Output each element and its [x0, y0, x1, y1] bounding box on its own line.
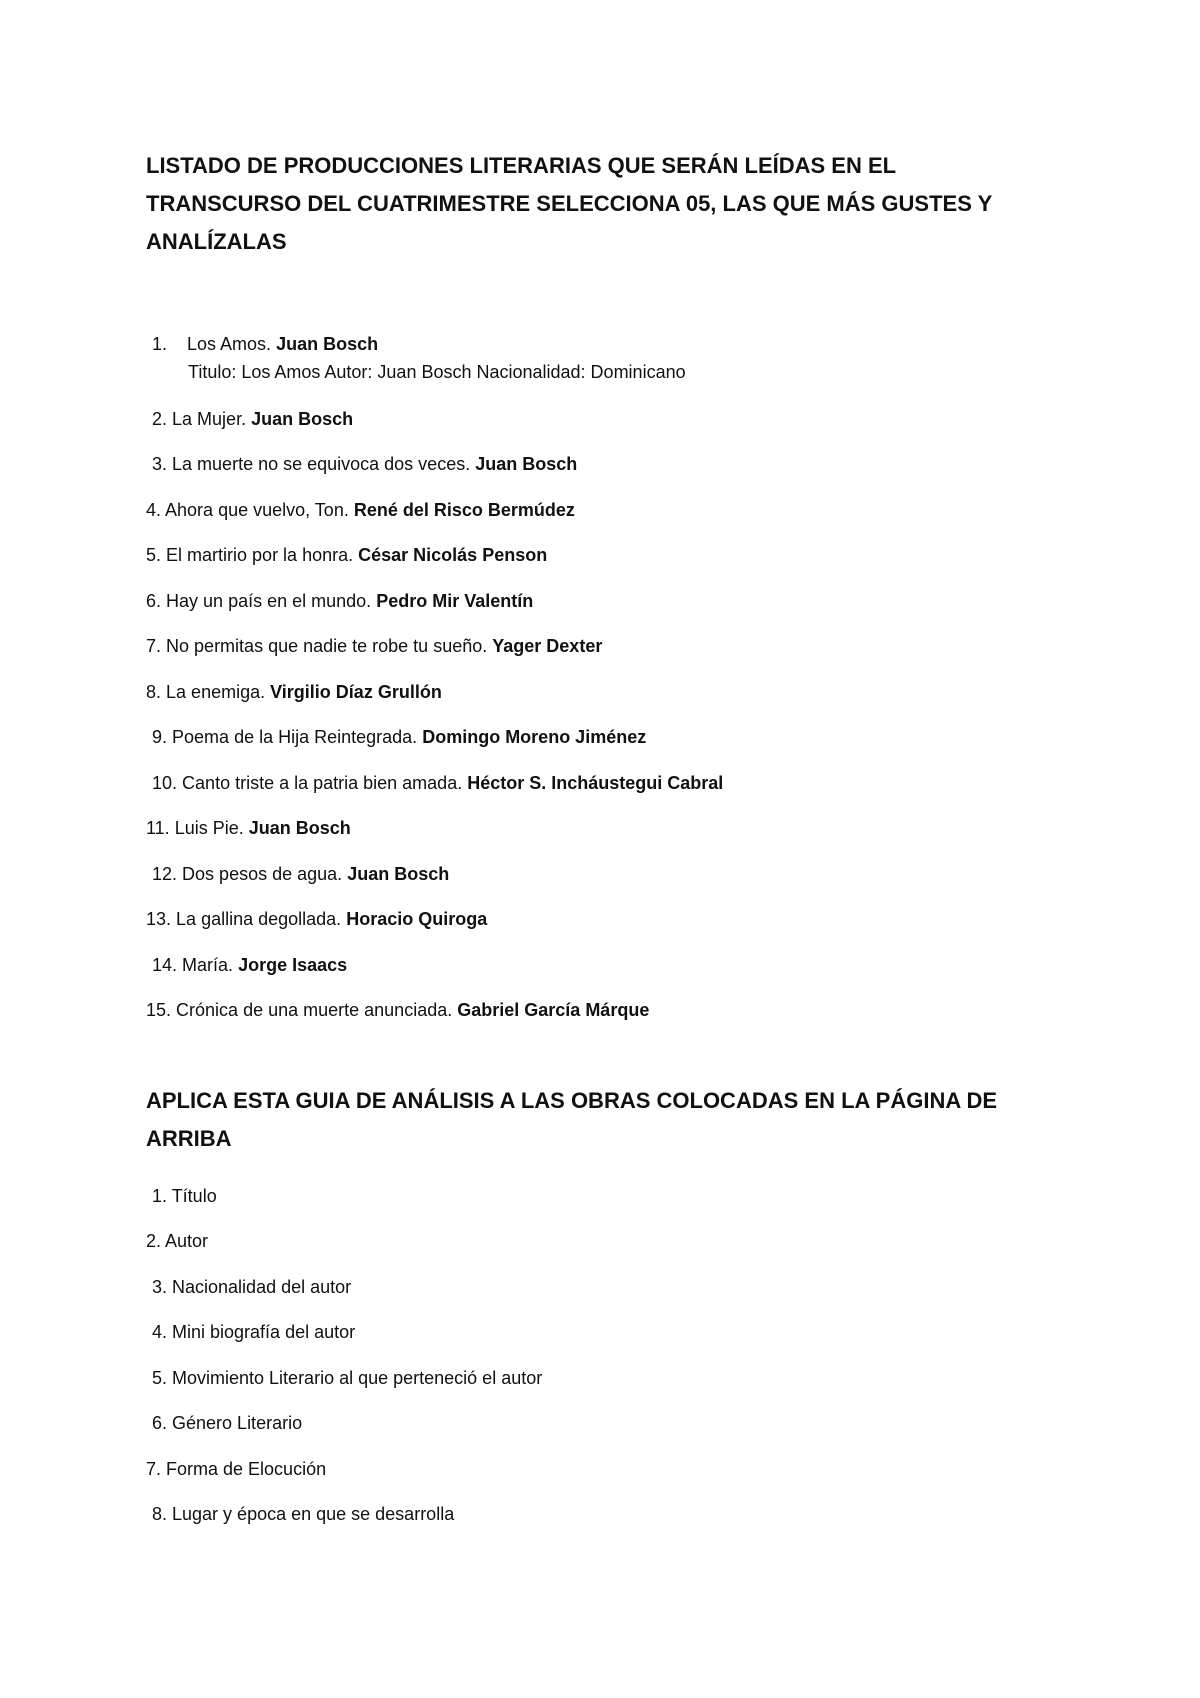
item-number: 4.	[146, 500, 162, 520]
item-number: 10.	[152, 773, 178, 793]
item-author: Pedro Mir Valentín	[376, 591, 534, 611]
item-work: Ahora que vuelvo, Ton.	[165, 500, 349, 520]
list-item	[146, 589, 533, 613]
item-author: Jorge Isaacs	[238, 955, 348, 975]
list-item	[146, 680, 442, 704]
guide-item: 5. Movimiento Literario al que perteneció el autor	[152, 1368, 543, 1388]
item-author: Juan Bosch	[248, 818, 351, 838]
guide-title: APLICA ESTA GUIA DE ANÁLISIS A LAS OBRAS COLOCADAS EN LA PÁGINA DE ARRIBA	[146, 1088, 998, 1151]
list-item	[146, 816, 351, 840]
item-author: Juan Bosch	[475, 454, 578, 474]
list-item	[146, 543, 547, 567]
item-work: Poema de la Hija Reintegrada.	[172, 727, 418, 747]
item-work: La enemiga.	[166, 682, 266, 702]
item-author: René del Risco Bermúdez	[353, 500, 575, 520]
list-item	[152, 862, 449, 886]
item-work: El martirio por la honra.	[166, 545, 354, 565]
item-number: 3.	[152, 454, 168, 474]
item-number: 8.	[146, 682, 162, 702]
item-number: 15.	[146, 1000, 172, 1020]
item-number: 11.	[146, 818, 170, 838]
list-item	[152, 407, 353, 431]
list-item	[152, 332, 378, 356]
item-work: La muerte no se equivoca dos veces.	[172, 454, 471, 474]
list-item	[152, 771, 723, 795]
item-number: 7.	[146, 636, 162, 656]
item-number: 13.	[146, 909, 172, 929]
item-number: 2.	[152, 409, 168, 429]
item-author: César Nicolás Penson	[358, 545, 548, 565]
item-work: No permitas que nadie te robe tu sueño.	[166, 636, 488, 656]
list-item	[152, 953, 347, 977]
list-item	[146, 634, 602, 658]
item-number: 14.	[152, 955, 178, 975]
item-author: Horacio Quiroga	[346, 909, 488, 929]
item-detail: Titulo: Los Amos Autor: Juan Bosch Nacionalidad: Dominicano	[188, 362, 686, 382]
item-number: 5.	[146, 545, 162, 565]
item-work: Los Amos.	[187, 334, 272, 354]
item-work: La Mujer.	[172, 409, 247, 429]
guide-item: 1. Título	[152, 1186, 217, 1206]
item-number: 9.	[152, 727, 168, 747]
item-number: 12.	[152, 864, 178, 884]
item-work: La gallina degollada.	[176, 909, 342, 929]
list-item	[146, 498, 575, 522]
list-item	[146, 998, 649, 1022]
guide-item: 3. Nacionalidad del autor	[152, 1277, 352, 1297]
item-author: Juan Bosch	[276, 334, 379, 354]
list-item	[152, 452, 577, 476]
item-work: María.	[182, 955, 234, 975]
item-work: Canto triste a la patria bien amada.	[182, 773, 463, 793]
item-author: Yager Dexter	[492, 636, 603, 656]
guide-item: 2. Autor	[146, 1231, 209, 1251]
item-author: Héctor S. Incháustegui Cabral	[467, 773, 724, 793]
guide-item: 8. Lugar y época en que se desarrolla	[152, 1504, 455, 1524]
item-author: Gabriel García Márque	[457, 1000, 650, 1020]
list-item	[152, 725, 646, 749]
item-author: Virgilio Díaz Grullón	[270, 682, 442, 702]
guide-item: 7. Forma de Elocución	[146, 1459, 327, 1479]
guide-item: 6. Género Literario	[152, 1413, 303, 1433]
list-item	[146, 907, 487, 931]
document-title: LISTADO DE PRODUCCIONES LITERARIAS QUE SERÁN LEÍDAS EN EL TRANSCURSO DEL CUATRIMESTRE SELECCIONA 05, LAS QUE MÁS GUSTES Y ANALÍZALAS	[146, 153, 992, 254]
item-work: Hay un país en el mundo.	[166, 591, 372, 611]
item-author: Juan Bosch	[251, 409, 354, 429]
item-author: Domingo Moreno Jiménez	[422, 727, 647, 747]
item-work: Dos pesos de agua.	[182, 864, 343, 884]
item-work: Crónica de una muerte anunciada.	[176, 1000, 453, 1020]
item-author: Juan Bosch	[347, 864, 450, 884]
item-number: 1.	[152, 334, 168, 354]
guide-item: 4. Mini biografía del autor	[152, 1322, 356, 1342]
item-number: 6.	[146, 591, 162, 611]
item-work: Luis Pie.	[174, 818, 244, 838]
